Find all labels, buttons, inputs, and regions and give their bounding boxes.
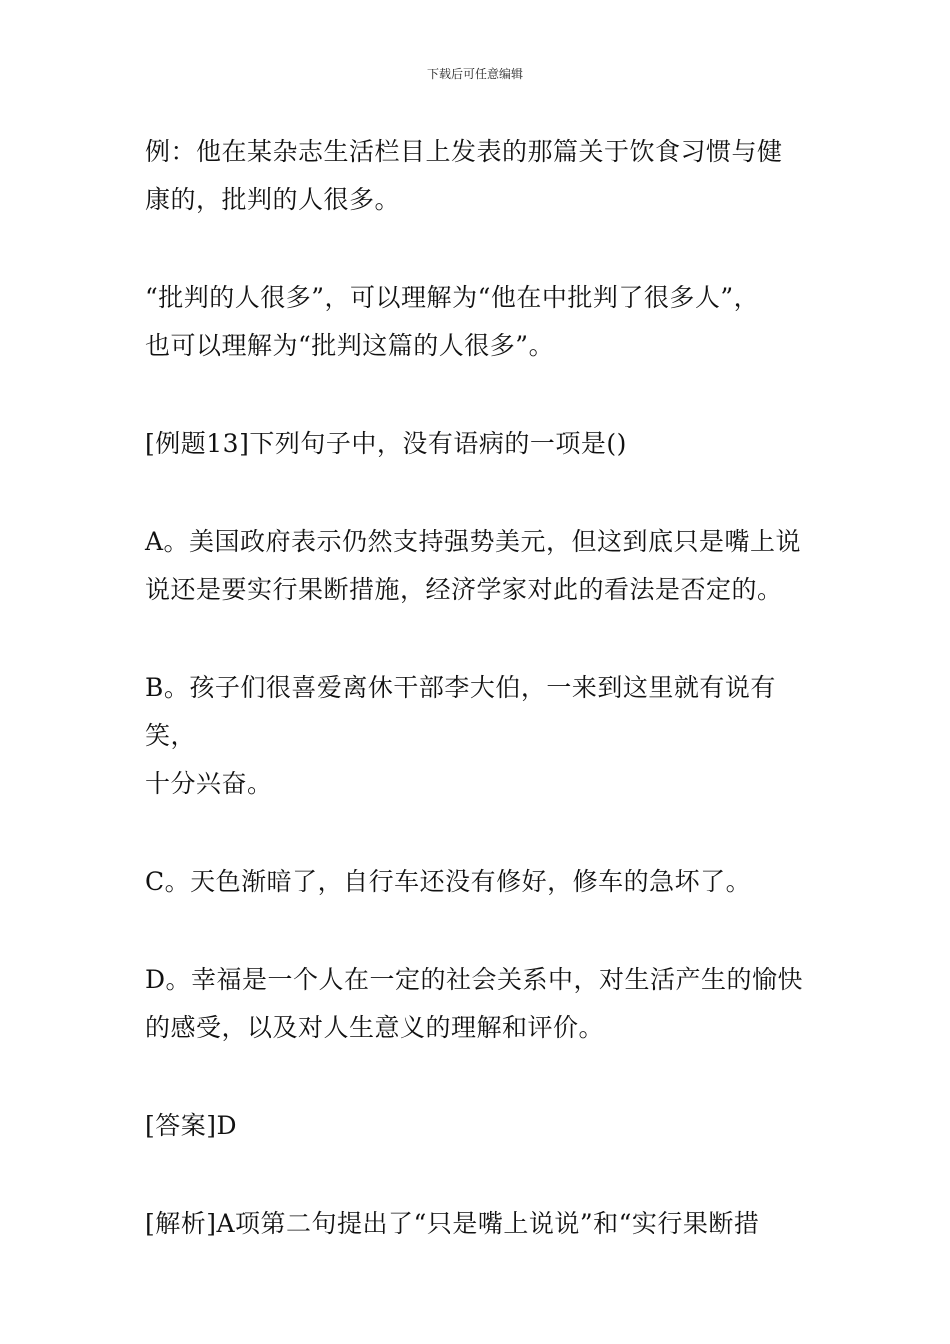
option-c bbox=[145, 858, 815, 906]
paragraph-line: C。天色渐暗了，自行车还没有修好，修车的急坏了。 bbox=[145, 867, 752, 896]
paragraph-line: A。美国政府表示仍然支持强势美元，但这到底只是嘴上说 bbox=[145, 527, 802, 556]
paragraph-line: [答案]D bbox=[145, 1111, 238, 1140]
paragraph-line: 也可以理解为“批判这篇的人很多”。 bbox=[145, 331, 555, 360]
page-header: 下载后可任意编辑 bbox=[426, 67, 523, 81]
paragraph-explanation bbox=[145, 274, 815, 370]
paragraph-line: 说还是要实行果断措施，经济学家对此的看法是否定的。 bbox=[145, 575, 783, 604]
paragraph-line: 的感受，以及对人生意义的理解和评价。 bbox=[145, 1013, 605, 1042]
paragraph-line: [解析]A项第二句提出了“只是嘴上说说”和“实行果断措 bbox=[145, 1209, 760, 1238]
paragraph-line: “批判的人很多”，可以理解为“他在中批判了很多人”， bbox=[145, 283, 760, 312]
paragraph-line: 例：他在某杂志生活栏目上发表的那篇关于饮食习惯与健 bbox=[145, 137, 783, 166]
paragraph-line: 十分兴奋。 bbox=[145, 769, 273, 798]
option-a bbox=[145, 518, 815, 614]
analysis bbox=[145, 1200, 815, 1248]
question-title bbox=[145, 420, 815, 468]
paragraph-line: D。幸福是一个人在一定的社会关系中，对生活产生的愉快 bbox=[145, 965, 804, 994]
option-d bbox=[145, 956, 815, 1052]
document-body bbox=[145, 128, 815, 1298]
paragraph-line: B。孩子们很喜爱离休干部李大伯，一来到这里就有说有笑， bbox=[145, 673, 776, 750]
paragraph-line: [例题13]下列句子中，没有语病的一项是() bbox=[145, 429, 627, 458]
paragraph-line: 康的，批判的人很多。 bbox=[145, 185, 401, 214]
answer bbox=[145, 1102, 815, 1150]
paragraph-example bbox=[145, 128, 815, 224]
option-b bbox=[145, 664, 815, 808]
